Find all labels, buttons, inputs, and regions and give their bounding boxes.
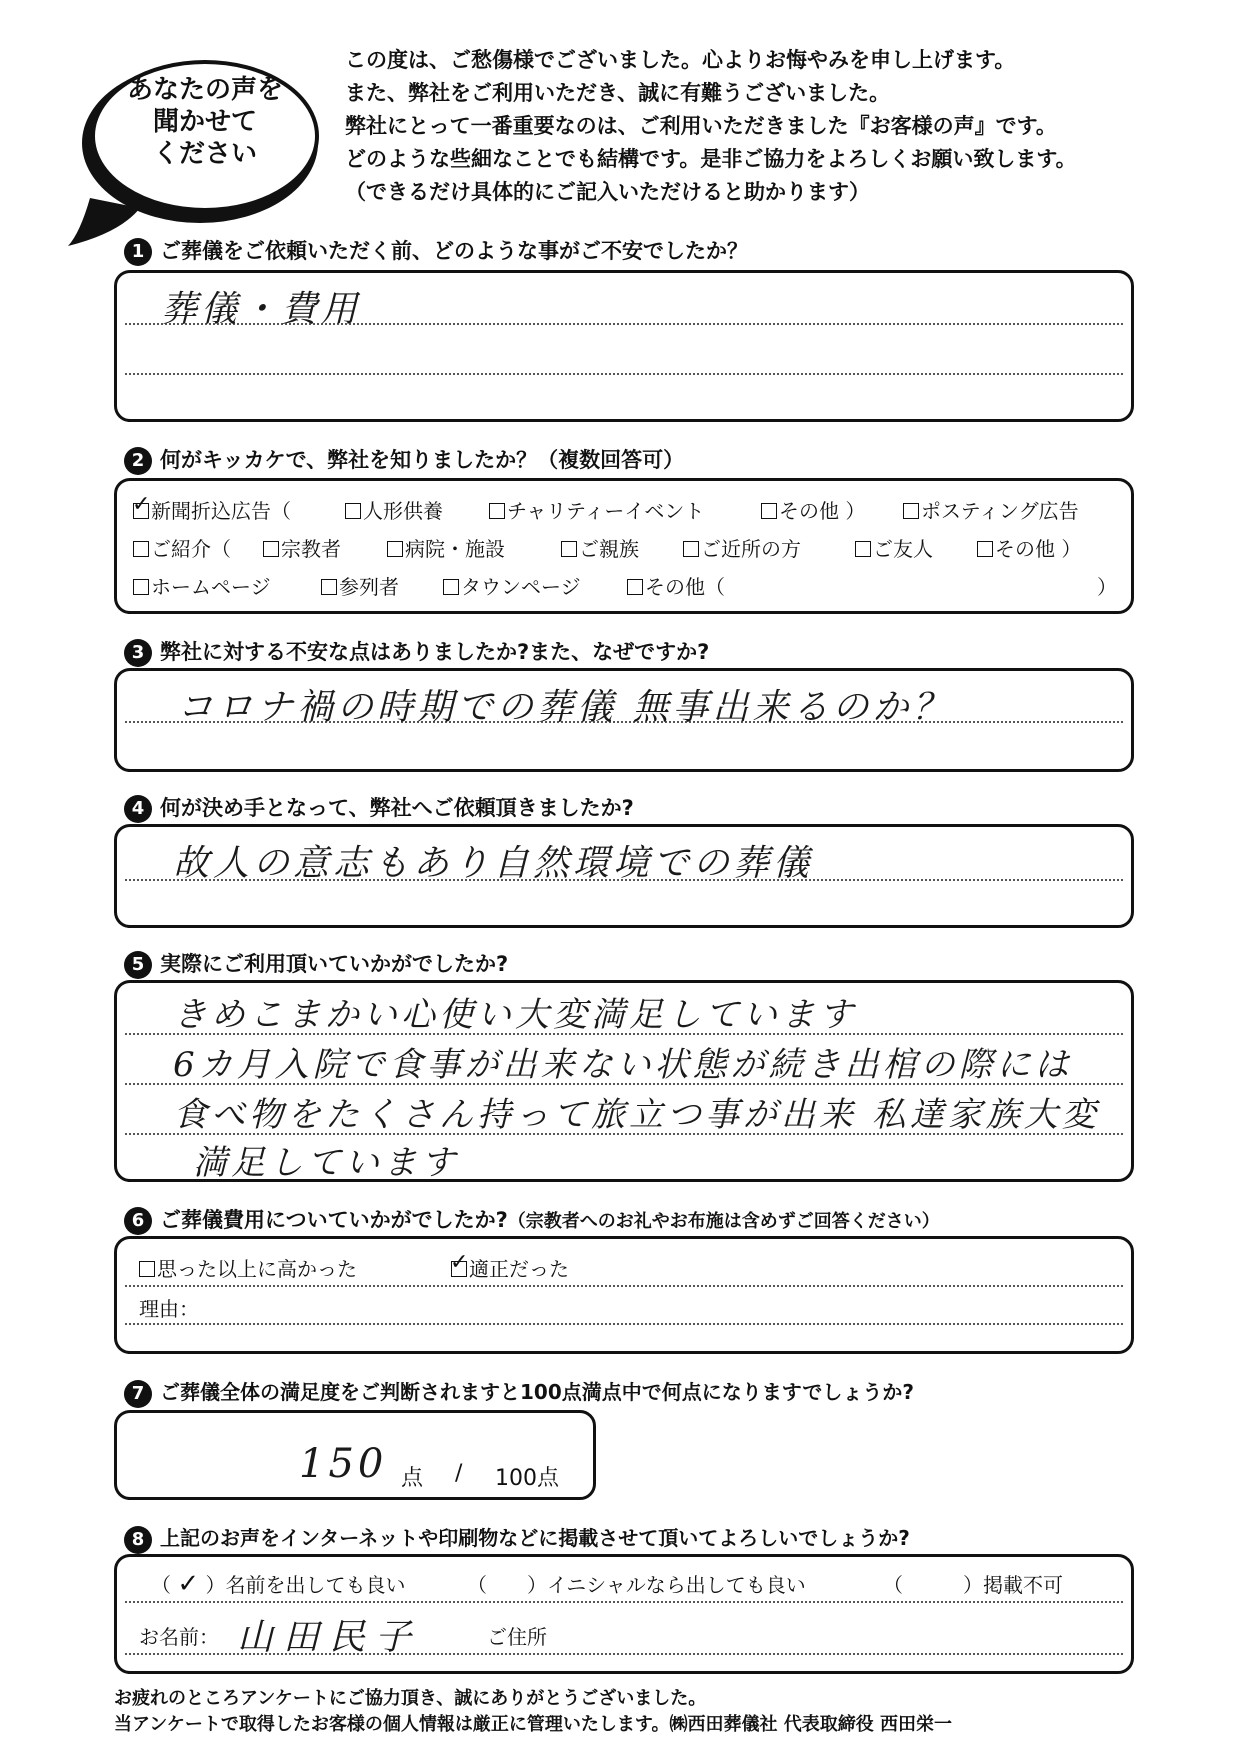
question-text: 弊社に対する不安な点はありましたか?また、なぜですか?	[160, 640, 710, 664]
question-text: ご葬儀をご依頼いただく前、どのような事がご不安でしたか？	[160, 239, 748, 263]
question-3	[124, 636, 709, 667]
score-slash: /	[455, 1461, 463, 1486]
handwritten-line-2: 6カ月入院で食事が出来ない状態が続き出棺の際には	[173, 1045, 1073, 1085]
checkbox-icon	[561, 541, 577, 557]
question-number: 8	[124, 1526, 152, 1554]
option-hospital[interactable]: 病院・施設	[387, 533, 505, 562]
question-2	[124, 444, 684, 475]
reason-label: 理由：	[139, 1297, 199, 1321]
intro-line-5: （できるだけ具体的にご記入いただけると助かります）	[345, 180, 870, 204]
checkbox-icon	[387, 541, 403, 557]
option-referral[interactable]: ご紹介（	[133, 533, 231, 562]
question-6	[124, 1204, 940, 1235]
checkbox-checked-icon	[451, 1261, 467, 1277]
answer-box-2	[114, 478, 1134, 614]
answer-box-8	[114, 1554, 1134, 1674]
handwritten-answer: 故人の意志もあり自然環境での葬儀	[173, 843, 814, 884]
question-number: 2	[124, 447, 152, 475]
intro-line-3: 弊社にとって一番重要なのは、ご利用いただきました『お客様の声』です。	[345, 114, 1057, 138]
dotted-line	[125, 1285, 1123, 1287]
option-posting-ad[interactable]: ポスティング広告	[903, 495, 1079, 524]
question-7	[124, 1376, 914, 1408]
bubble-line-2: 聞かせて	[152, 107, 257, 137]
option-other-3[interactable]: その他（	[627, 571, 725, 600]
handwritten-answer: 葬儀・費用	[161, 289, 362, 330]
option-attendee[interactable]: 参列者	[321, 571, 399, 600]
checkbox-icon	[263, 541, 279, 557]
intro-line-4: どのような些細なことでも結構です。是非ご協力をよろしくお願い致します。	[345, 147, 1077, 171]
intro-line-1: この度は、ご愁傷様でございました。心よりお悔やみを申し上げます。	[345, 48, 1016, 72]
answer-box-1[interactable]	[114, 270, 1134, 422]
checkbox-icon	[133, 541, 149, 557]
handwritten-line-1: きめこまかい心使い大変満足しています	[173, 995, 857, 1035]
option-initial-ok[interactable]: （ ）イニシャルなら出しても良い	[467, 1573, 806, 1597]
answer-box-6	[114, 1236, 1134, 1354]
checkbox-checked-icon	[133, 503, 149, 519]
question-4	[124, 792, 634, 823]
other-close-paren: ）	[1097, 575, 1117, 599]
name-handwritten: 山田民子	[237, 1617, 422, 1658]
question-text: ご葬儀費用についていかがでしたか?	[160, 1208, 508, 1232]
option-newspaper[interactable]: ✓新聞折込広告（	[133, 495, 291, 524]
checkbox-icon	[489, 503, 505, 519]
option-name-ok[interactable]: （ ✓ ）名前を出しても良い	[151, 1569, 406, 1599]
option-neighbors[interactable]: ご近所の方	[683, 533, 801, 562]
checkbox-icon	[903, 503, 919, 519]
option-friends[interactable]: ご友人	[855, 533, 933, 562]
option-clergy[interactable]: 宗教者	[263, 533, 341, 562]
score-unit: 点	[401, 1466, 424, 1491]
question-1	[124, 235, 748, 266]
option-charity-event[interactable]: チャリティーイベント	[489, 495, 704, 524]
intro-line-2: また、弊社をご利用いただき、誠に有難うございました。	[345, 81, 891, 105]
checkbox-icon	[855, 541, 871, 557]
option-appropriate[interactable]: ✓ 適正だった	[451, 1253, 569, 1282]
handwritten-line-3: 食べ物をたくさん持って旅立つ事が出来 私達家族大変	[173, 1095, 1100, 1135]
question-text: 何が決め手となって、弊社へご依頼頂きましたか?	[160, 796, 634, 820]
question-text: 何がキッカケで、弊社を知りましたか？（複数回答可）	[160, 448, 685, 472]
checkbox-icon	[321, 579, 337, 595]
answer-box-5[interactable]	[114, 980, 1134, 1182]
intro-text	[345, 44, 1225, 209]
checkbox-icon	[443, 579, 459, 595]
question-text: 上記のお声をインターネットや印刷物などに掲載させて頂いてよろしいでしょうか?	[160, 1526, 910, 1550]
question-number: 1	[124, 238, 152, 266]
checkbox-icon	[627, 579, 643, 595]
checkbox-icon	[761, 503, 777, 519]
score-box[interactable]	[114, 1410, 596, 1500]
option-doll-memorial[interactable]: 人形供養	[345, 495, 443, 524]
question-number: 7	[124, 1380, 152, 1408]
footer-line-1: お疲れのところアンケートにご協力頂き、誠にありがとうございました。	[114, 1688, 707, 1709]
option-relatives[interactable]: ご親族	[561, 533, 639, 562]
option-other-1[interactable]: その他 ）	[761, 495, 865, 524]
dotted-line	[125, 1601, 1123, 1603]
question-text: ご葬儀全体の満足度をご判断されますと100点満点中で何点になりますでしょうか?	[160, 1380, 914, 1404]
check-mark-icon: ✓	[177, 1569, 200, 1599]
bubble-line-1: あなたの声を	[126, 75, 283, 105]
checkbox-icon	[683, 541, 699, 557]
question-text: 実際にご利用頂いていかがでしたか?	[160, 952, 509, 976]
option-homepage[interactable]: ホームページ	[133, 571, 271, 600]
dotted-line	[125, 1323, 1123, 1325]
option-more-expensive[interactable]: 思った以上に高かった	[139, 1253, 357, 1282]
question-8	[124, 1522, 910, 1554]
option-other-2[interactable]: その他 ）	[977, 533, 1081, 562]
option-not-allowed[interactable]: （ ）掲載不可	[883, 1573, 1063, 1597]
question-subtext: （宗教者へのお礼やお布施は含めずご回答ください）	[507, 1211, 940, 1232]
handwritten-line-4: 満足しています	[193, 1143, 459, 1183]
question-number: 4	[124, 795, 152, 823]
speech-bubble	[60, 48, 320, 248]
checkbox-icon	[139, 1261, 155, 1277]
bubble-line-3: ください	[152, 139, 257, 169]
question-5	[124, 948, 508, 979]
handwritten-answer: コロナ禍の時期での葬儀 無事出来るのか？	[177, 687, 953, 728]
dotted-line	[125, 1653, 1123, 1655]
question-number: 3	[124, 639, 152, 667]
name-label: お名前：	[139, 1625, 219, 1649]
question-number: 5	[124, 951, 152, 979]
answer-box-3[interactable]	[114, 668, 1134, 772]
score-max: 100点	[495, 1466, 559, 1491]
question-number: 6	[124, 1207, 152, 1235]
checkbox-icon	[345, 503, 361, 519]
dotted-line	[125, 373, 1123, 375]
checkbox-icon	[977, 541, 993, 557]
address-label: ご住所	[487, 1625, 547, 1649]
answer-box-4[interactable]	[114, 824, 1134, 928]
checkbox-icon	[133, 579, 149, 595]
footer-line-2: 当アンケートで取得したお客様の個人情報は厳正に管理いたします。㈱西田葬儀社 代表取締役 西田栄一	[114, 1714, 953, 1735]
score-handwritten: 150	[299, 1441, 388, 1487]
option-town-page[interactable]: タウンページ	[443, 571, 581, 600]
